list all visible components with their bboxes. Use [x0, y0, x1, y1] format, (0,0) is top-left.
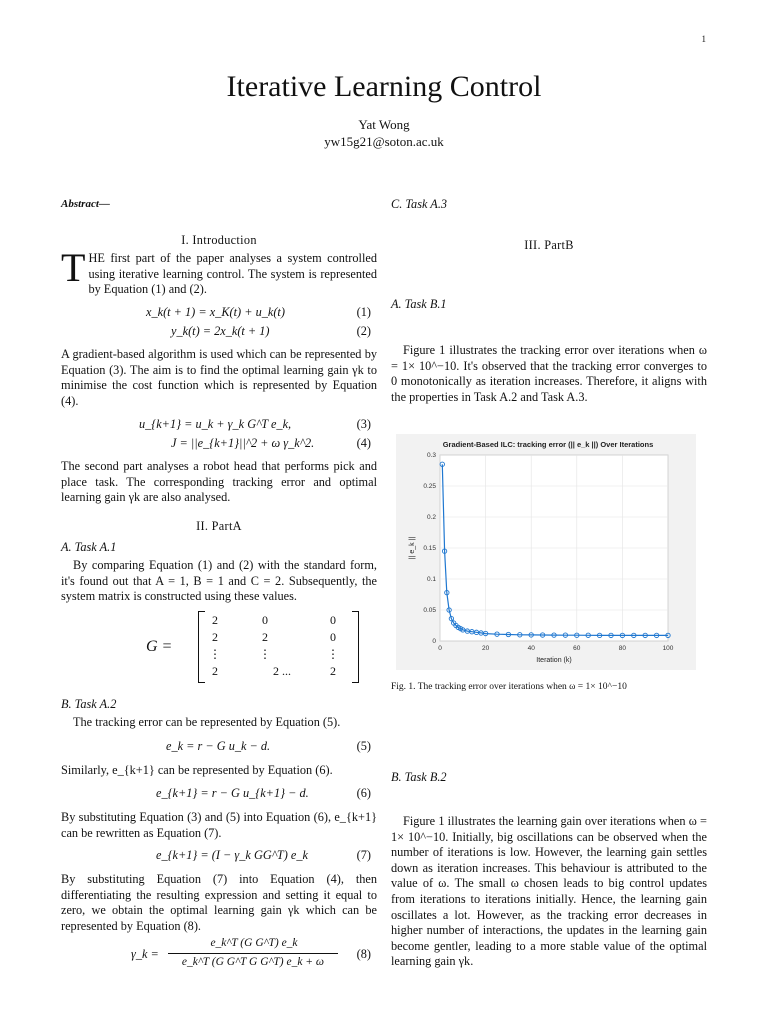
task-b1-paragraph: Figure 1 illustrates the tracking error over iterations when ω = 1× 10^−10. It's observed that the tracking error converges to 0 monotonically as iteration increases. Therefore, it aligns with the properties in Task A.2 and Task A.3. — [391, 343, 707, 404]
section-parta-title: II. PartA — [196, 519, 242, 533]
equation-7: e_{k+1} = (I − γ_k GG^T) e_k (7) — [156, 848, 371, 862]
subsection-task-a2: B. Task A.2 — [61, 697, 117, 711]
matrix-cell: 0 — [262, 613, 268, 627]
matrix-cell: 2 — [330, 664, 336, 678]
task-b2-paragraph: Figure 1 illustrates the learning gain over iterations when ω = 1× 10^−10. Initially, big oscillations can be observed when the number of iterations is low. However, the learning gain settles down as iteration increases. This behaviour is attributed to the value of ω. The small ω chosen leads to big control updates from iterations to iterations initially. Hence, the learning gain oscillates a lot. However, as the tracking error decreases in higher number of interactions, the updates in the learning gain become gentler, leading to a more stable value of the optimal learning gain γk. — [391, 814, 707, 969]
page-number: 1 — [701, 34, 706, 44]
x-tick-label: 0 — [438, 645, 442, 652]
x-tick-label: 40 — [527, 645, 535, 652]
x-tick-label: 20 — [481, 645, 490, 652]
y-axis-label: || e_k || — [409, 536, 416, 560]
equation-6: e_{k+1} = r − G u_{k+1} − d. (6) — [156, 786, 371, 800]
x-axis-label: Iteration (k) — [536, 657, 572, 664]
matrix-cell: 0 — [330, 613, 336, 627]
figure-caption: Fig. 1. The tracking error over iterations when ω = 1× 10^−10 — [391, 682, 627, 692]
drop-cap: T — [61, 245, 86, 290]
matrix-cell: ⋮ — [327, 647, 339, 661]
section-partb-title: III. PartB — [524, 238, 574, 252]
task-a2-paragraph-2: Similarly, e_{k+1} can be represented by Equation (6). — [61, 763, 333, 777]
author-email: yw15g21@soton.ac.uk — [324, 134, 444, 149]
matrix-right-bracket — [352, 611, 359, 683]
equation-4: J = ||e_{k+1}||^2 + ω γ_k^2. (4) — [171, 436, 371, 450]
x-tick-label: 60 — [573, 645, 581, 652]
y-tick-label: 0.2 — [426, 514, 436, 521]
equation-2: y_k(t) = 2x_k(t + 1) (2) — [171, 324, 371, 338]
y-tick-label: 0.05 — [423, 607, 436, 614]
author-name: Yat Wong — [358, 117, 410, 132]
matrix-cell: 2 — [262, 630, 268, 644]
x-tick-label: 80 — [618, 645, 627, 652]
task-a1-paragraph: By comparing Equation (1) and (2) with the standard form, it's found out that A = 1, B = 1 and C = 2. Subsequently, the system matrix is constructed using these values. — [61, 558, 377, 604]
matrix-cell: ⋮ — [209, 647, 221, 661]
x-tick-label: 100 — [662, 645, 674, 652]
subsection-task-a1: A. Task A.1 — [61, 540, 117, 554]
equation-8: γ_k = e_k^T (G G^T) e_k e_k^T (G G^T G G^T) e_k + ω (8) — [131, 937, 371, 968]
equation-5: e_k = r − G u_k − d. (5) — [166, 739, 371, 753]
intro-paragraph-1: THE first part of the paper analyses a system controlled using iterative learning control. The system is represented by Equation (1) and (2). — [61, 245, 377, 297]
equation-1: x_k(t + 1) = x_K(t) + u_k(t) (1) — [146, 305, 371, 319]
matrix-label: G = — [146, 638, 173, 655]
y-tick-label: 0.25 — [423, 483, 436, 490]
matrix-cell: ⋮ — [259, 647, 271, 661]
section-introduction-title: I. Introduction — [181, 233, 257, 247]
system-matrix — [146, 611, 366, 683]
y-tick-label: 0 — [432, 638, 436, 645]
intro-paragraph-2: A gradient-based algorithm is used which can be represented by Equation (3). The aim is to find the optimal learning gain γk to minimise the cost function which is represented by Equation (4). — [61, 347, 377, 408]
intro-paragraph-3: The second part analyses a robot head that performs pick and place task. The corresponding tracking error and optimal learning gain γk are also analysed. — [61, 459, 377, 505]
tracking-error-chart — [396, 434, 696, 670]
task-a2-paragraph-1: The tracking error can be represented by Equation (5). — [73, 715, 341, 729]
matrix-left-bracket — [198, 611, 205, 683]
subsection-task-a3: C. Task A.3 — [391, 197, 448, 211]
subsection-task-b2: B. Task B.2 — [391, 770, 447, 784]
subsection-task-b1: A. Task B.1 — [391, 297, 447, 311]
matrix-cell: 2 — [212, 664, 218, 678]
paper-title: Iterative Learning Control — [226, 70, 542, 103]
matrix-cell: 0 — [330, 630, 336, 644]
equation-3: u_{k+1} = u_k + γ_k G^T e_k, (3) — [139, 417, 371, 431]
abstract-label: Abstract— — [61, 198, 110, 210]
task-a2-paragraph-3: By substituting Equation (3) and (5) into Equation (6), e_{k+1} can be rewritten as Equation (7). — [61, 810, 377, 840]
y-tick-label: 0.1 — [426, 576, 436, 583]
matrix-cell: 2 ... — [273, 664, 291, 678]
chart-title: Gradient-Based ILC: tracking error (|| e_k ||) Over Iterations — [442, 440, 654, 449]
matrix-cell: 2 — [212, 613, 218, 627]
task-a2-paragraph-4: By substituting Equation (7) into Equation (4), then differentiating the resulting expression and setting it equal to zero, we obtain the optimal learning gain γk which can be represented by Equation (8). — [61, 872, 377, 933]
y-tick-label: 0.3 — [426, 452, 436, 459]
y-tick-label: 0.15 — [423, 545, 436, 552]
matrix-cell: 2 — [212, 630, 218, 644]
